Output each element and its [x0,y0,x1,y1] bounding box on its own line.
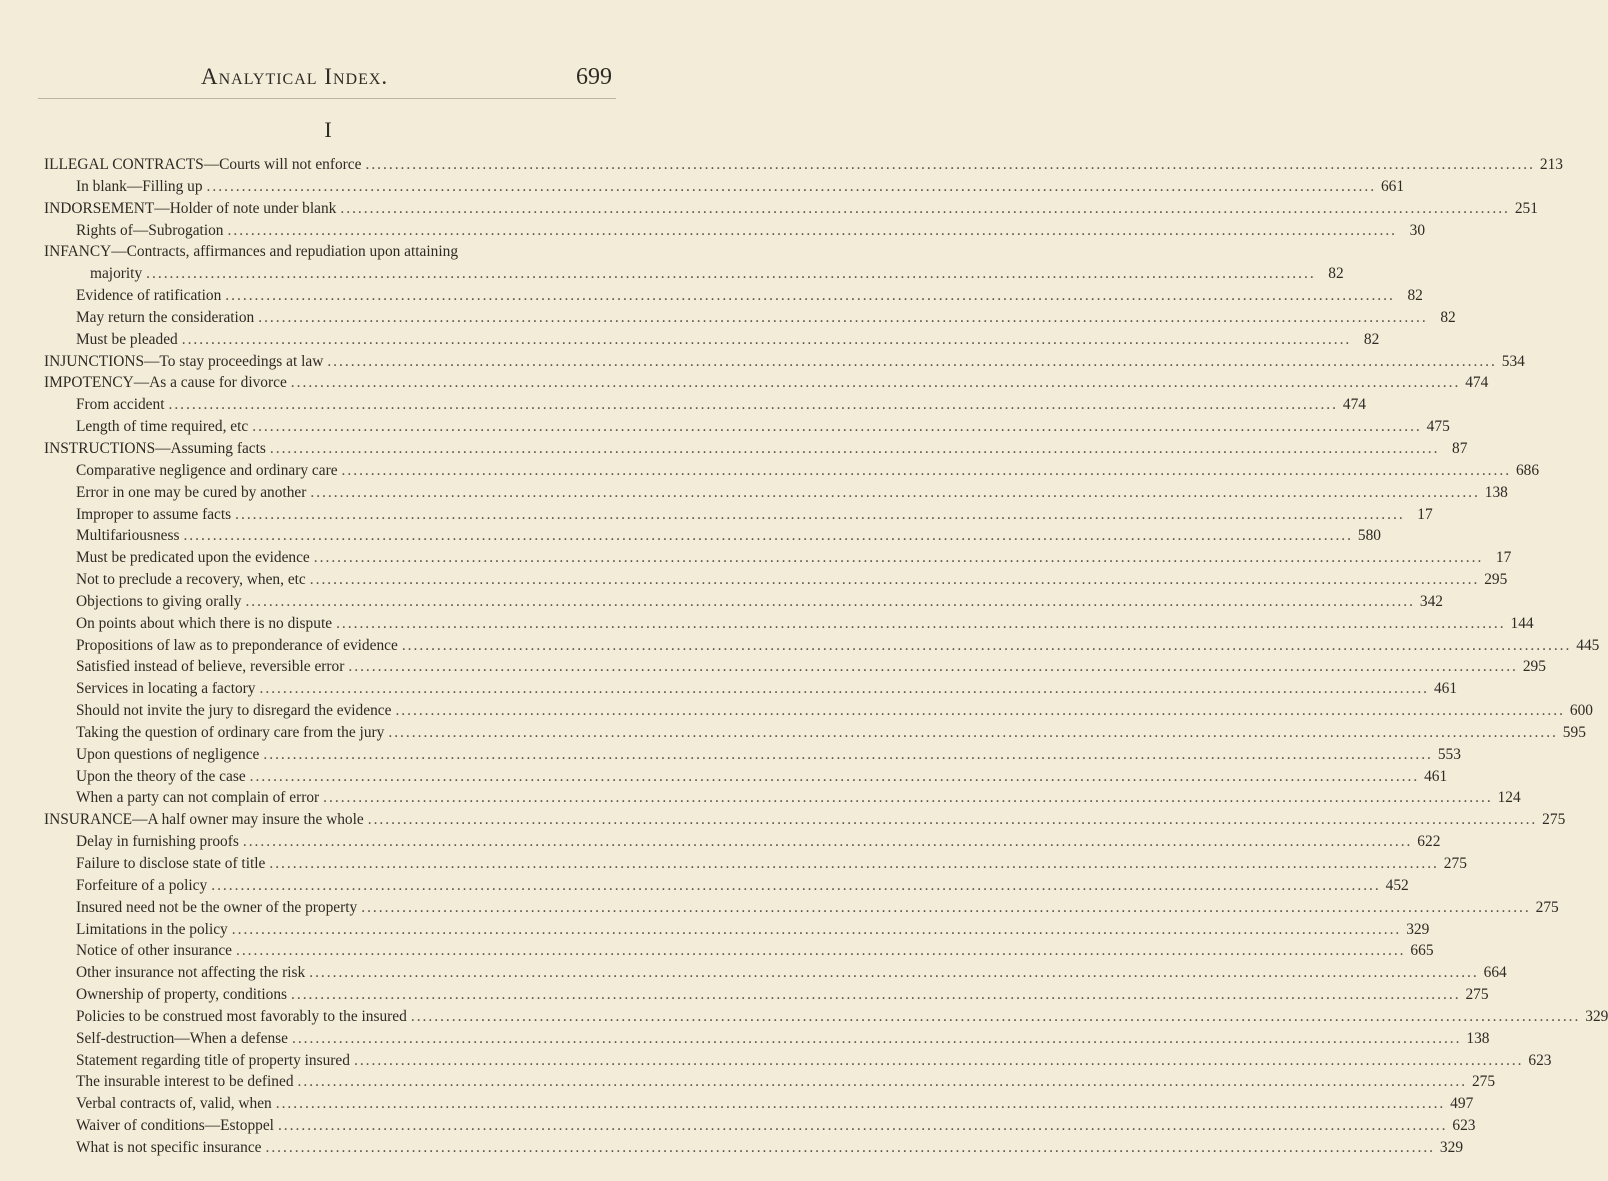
entry-text: When a party can not complain of error [76,789,320,807]
entry-page-number: 82 [1407,287,1423,305]
running-header [0,62,656,96]
dot-leader: ........................................................................................................................................................................................................ [235,505,1405,523]
index-entry-row [76,940,1434,962]
dot-leader: ........................................................................................................................................................................................................ [327,352,1497,370]
entry-page-number: 534 [1501,352,1525,370]
index-entry [0,897,1559,919]
entry-text: Error in one may be cured by another [76,483,307,501]
dot-leader: ........................................................................................................................................................................................................ [258,308,1428,326]
index-entry-row [76,569,1508,591]
entry-page-number: 87 [1452,439,1468,457]
dot-leader: ........................................................................................................................................................................................................ [291,1029,1462,1047]
dot-leader: ........................................................................................................................................................................................................ [231,920,1402,938]
index-entry [0,176,1405,198]
dot-leader: ........................................................................................................................................................................................................ [259,680,1430,698]
entry-page-number: 275 [1471,1073,1496,1091]
dot-leader: ........................................................................................................................................................................................................ [263,745,1433,763]
dot-leader: ........................................................................................................................................................................................................ [252,418,1422,436]
index-entry [0,416,1450,438]
index-entry-row [76,722,1586,744]
index-entry-row [76,285,1423,307]
entry-text: Upon questions of negligence [76,745,260,763]
index-entry-row [76,329,1380,351]
dot-leader: ........................................................................................................................................................................................................ [395,702,1565,720]
index-entry [0,547,1512,569]
entry-text: Self-destruction—When a defense [76,1029,288,1047]
entry-page-number: 213 [1539,156,1563,173]
index-entry-row [76,1028,1490,1050]
index-entry-row [44,809,1566,831]
dot-leader: ........................................................................................................................................................................................................ [275,1095,1446,1113]
entry-text: Waiver of conditions—Estoppel [76,1117,274,1135]
entry-text: Delay in furnishing proofs [76,833,239,851]
entry-text: Objections to giving orally [76,592,242,610]
index-entry-row [44,241,612,263]
dot-leader: ........................................................................................................................................................................................................ [410,1007,1581,1025]
index-entry [0,919,1430,941]
dot-leader: ........................................................................................................................................................................................................ [310,483,1480,501]
dot-leader: ........................................................................................................................................................................................................ [388,723,1558,741]
entry-page-number: 17 [1495,549,1512,567]
index-entry [0,154,1563,176]
entry-text: ILLEGAL CONTRACTS—Courts will not enforce [44,156,362,173]
index-entry [0,1137,1464,1159]
index-entry-row [76,656,1546,678]
index-entry [0,438,1468,460]
dot-leader: ........................................................................................................................................................................................................ [348,658,1518,676]
entry-page-number: 686 [1515,461,1540,479]
index-entry-row [44,438,1468,460]
dot-leader: ........................................................................................................................................................................................................ [269,439,1440,457]
entry-page-number: 275 [1535,898,1559,916]
index-entry-row [76,394,1366,416]
entry-text: Verbal contracts of, valid, when [76,1095,272,1113]
index-entry-row [76,831,1441,853]
entry-text: Policies to be construed most favorably to the insured [76,1007,407,1025]
section-letter: I [324,117,332,142]
entry-text: Length of time required, etc [76,418,249,436]
entry-text: IMPOTENCY—As a cause for divorce [44,374,287,392]
entry-page-number: 665 [1410,942,1434,960]
entry-page-number: 475 [1426,418,1450,436]
index-entry-row [76,482,1508,504]
entry-page-number: 342 [1419,592,1443,610]
index-entry [0,635,1600,657]
index-entry-row [76,787,1521,809]
entry-text: What is not specific insurance [76,1138,262,1156]
entry-text: INJUNCTIONS—To stay proceedings at law [44,352,324,370]
index-entry [0,198,1538,220]
index-entry [0,744,1461,766]
index-entry [0,656,1546,678]
entry-page-number: 144 [1510,614,1534,632]
index-entry [0,285,1423,307]
index-entry-row [76,919,1430,941]
entry-text: Services in locating a factory [76,680,256,698]
index-entry [0,678,1458,700]
entry-text: Other insurance not affecting the risk [76,964,306,982]
index-entry [0,241,656,263]
index-entry [0,460,1540,482]
index-entry [0,722,1586,744]
index-entry [0,482,1508,504]
entry-page-number: 461 [1424,767,1448,785]
entry-text: majority [90,265,143,283]
index-entry [0,1071,1496,1093]
entry-page-number: 295 [1484,571,1508,589]
entry-page-number: 329 [1439,1138,1464,1156]
index-entry [0,307,1456,329]
entry-text: Taking the question of ordinary care from the jury [76,723,385,741]
entry-page-number: 623 [1452,1117,1476,1135]
entry-page-number: 30 [1409,221,1426,239]
entry-page-number: 497 [1450,1095,1474,1113]
dot-leader: ........................................................................................................................................................................................................ [361,898,1531,916]
page-number: 699 [576,64,612,90]
entry-page-number: 474 [1465,374,1489,392]
index-entry-row [76,1071,1496,1093]
index-entry-row [44,351,1525,373]
index-entry-row [76,416,1450,438]
dot-leader: ........................................................................................................................................................................................................ [290,374,1461,392]
dot-leader: ........................................................................................................................................................................................................ [291,986,1461,1004]
index-entry-row [76,962,1507,984]
index-entry-row [76,984,1489,1006]
entry-text: Limitations in the policy [76,920,228,938]
entry-page-number: 452 [1385,876,1409,894]
dot-leader: ........................................................................................................................................................................................................ [183,527,1353,545]
entry-text: INDORSEMENT—Holder of note under blank [44,199,337,217]
dot-leader: ........................................................................................................................................................................................................ [367,811,1538,829]
index-entry [0,1006,1608,1028]
entry-text: Must be predicated upon the evidence [76,549,310,567]
index-entry-row [44,372,1489,394]
dot-leader: ........................................................................................................................................................................................................ [227,221,1398,239]
dot-leader: ........................................................................................................................................................................................................ [309,964,1479,982]
header-rule [38,98,616,99]
entry-page-number: 275 [1443,855,1467,872]
index-entry [0,504,1433,526]
index-entry [0,1093,1474,1115]
index-entry [0,372,1489,394]
index-entry-row [76,460,1540,482]
index-entry-row [76,591,1443,613]
entry-text: Comparative negligence and ordinary care [76,461,338,479]
index-entry [0,700,1593,722]
index-entry [0,569,1508,591]
entry-text: Multifariousness [76,527,180,545]
index-entry-row [76,1115,1476,1137]
dot-leader: ........................................................................................................................................................................................................ [277,1117,1448,1135]
entry-page-number: 622 [1417,833,1441,851]
dot-leader: ........................................................................................................................................................................................................ [245,592,1415,610]
index-entry-row [76,176,1405,198]
entry-text: In blank—Filling up [76,177,203,195]
index-entry-row [76,504,1433,526]
entry-text: Failure to disclose state of title [76,855,266,872]
entry-page-number: 580 [1357,527,1381,545]
entry-page-number: 329 [1585,1007,1608,1025]
dot-leader: ........................................................................................................................................................................................................ [313,549,1484,567]
entry-page-number: 82 [1363,330,1380,348]
entry-page-number: 124 [1497,789,1521,807]
dot-leader: ........................................................................................................................................................................................................ [242,833,1413,851]
entry-text: Must be pleaded [76,330,178,348]
entry-page-number: 251 [1514,199,1538,217]
index-entry [0,394,1366,416]
dot-leader: ........................................................................................................................................................................................................ [225,287,1395,305]
entry-text: Insured need not be the owner of the property [76,898,358,916]
entry-text: Satisfied instead of believe, reversible error [76,658,345,676]
index-entry-row [76,853,1467,875]
index-entry-row [76,635,1600,657]
entry-text: Should not invite the jury to disregard the evidence [76,702,392,720]
dot-leader: ........................................................................................................................................................................................................ [168,396,1338,414]
entry-text: Rights of—Subrogation [76,221,224,239]
index-entry-row [44,198,1538,220]
dot-leader: ........................................................................................................................................................................................................ [309,571,1480,589]
index-entries [0,154,1608,1159]
index-entry [0,1115,1476,1137]
entry-text: Statement regarding title of property insured [76,1051,350,1069]
index-entry-row [76,897,1559,919]
index-entry-row [76,1093,1474,1115]
index-entry-row [76,220,1426,242]
index-entry-row [76,700,1593,722]
entry-page-number: 329 [1406,920,1430,938]
entry-text: INFANCY—Contracts, affirmances and repudiation upon attaining [44,243,459,261]
index-entry [0,351,1525,373]
index-entry-row [76,525,1381,547]
entry-text: From accident [76,396,165,414]
dot-leader: ........................................................................................................................................................................................................ [353,1051,1524,1069]
index-entry [0,1050,1552,1072]
index-entry [0,525,1381,547]
index-entry-row [76,678,1458,700]
index-entry [0,220,1426,242]
entry-page-number: 474 [1342,396,1366,414]
dot-leader: ........................................................................................................................................................................................................ [235,942,1406,960]
index-entry [0,853,1467,875]
index-entry-row [76,766,1448,788]
index-entry [0,962,1507,984]
entry-text: Evidence of ratification [76,287,222,305]
index-entry [0,787,1521,809]
entry-page-number: 295 [1522,658,1546,676]
entry-page-number: 595 [1562,723,1586,741]
index-entry-row [76,613,1534,635]
index-entry [0,1028,1490,1050]
index-entry [0,329,1380,351]
entry-text: INSURANCE—A half owner may insure the whole [44,811,364,829]
entry-page-number: 461 [1433,680,1458,698]
index-entry-row [44,154,1563,176]
entry-page-number: 138 [1484,483,1508,501]
index-entry-row [76,1050,1552,1072]
dot-leader: ........................................................................................................................................................................................................ [265,1138,1436,1156]
index-entry [0,766,1448,788]
entry-text: Not to preclude a recovery, when, etc [76,571,306,589]
index-entry [0,263,1344,285]
entry-text: May return the consideration [76,308,255,326]
entry-text: Improper to assume facts [76,505,232,523]
entry-text: Ownership of property, conditions [76,986,288,1004]
index-entry-row [76,744,1461,766]
dot-leader: ........................................................................................................................................................................................................ [341,461,1512,479]
entry-page-number: 82 [1440,308,1456,326]
index-entry-row [76,547,1512,569]
entry-page-number: 275 [1465,986,1489,1004]
entry-page-number: 17 [1417,505,1433,523]
header-title: Analytical Index. [201,64,389,89]
index-entry-row [90,263,1344,285]
entry-page-number: 445 [1576,636,1600,654]
dot-leader: ........................................................................................................................................................................................................ [336,614,1506,632]
dot-leader: ........................................................................................................................................................................................................ [323,789,1493,807]
index-entry-row [76,307,1456,329]
index-entry-row [76,875,1409,897]
entry-page-number: 82 [1328,265,1344,283]
index-entry [0,940,1434,962]
index-entry-row [76,1137,1464,1159]
entry-text: Notice of other insurance [76,942,232,960]
index-entry [0,809,1566,831]
index-entry [0,875,1409,897]
index-entry-row [76,1006,1608,1028]
dot-leader: ........................................................................................................................................................................................................ [340,199,1510,217]
dot-leader: ........................................................................................................................................................................................................ [181,330,1352,348]
entry-page-number: 553 [1437,745,1461,763]
entry-page-number: 661 [1380,177,1405,195]
dot-leader: ........................................................................................................................................................................................................ [401,636,1572,654]
entry-text: The insurable interest to be defined [76,1073,294,1091]
entry-page-number: 275 [1542,811,1566,829]
entry-text: Upon the theory of the case [76,767,246,785]
dot-leader: ........................................................................................................................................................................................................ [206,177,1377,195]
dot-leader: ........................................................................................................................................................................................................ [146,265,1316,283]
dot-leader: ........................................................................................................................................................................................................ [297,1073,1468,1091]
index-entry [0,591,1443,613]
dot-leader: ........................................................................................................................................................................................................ [249,767,1420,785]
entry-text: Forfeiture of a policy [76,876,208,894]
index-entry [0,613,1534,635]
entry-text: Propositions of law as to preponderance of evidence [76,636,398,654]
index-entry [0,831,1441,853]
dot-leader: ........................................................................................................................................................................................................ [269,855,1439,872]
entry-page-number: 664 [1483,964,1507,982]
entry-page-number: 623 [1528,1051,1552,1069]
dot-leader: ........................................................................................................................................................................................................ [211,876,1381,894]
entry-text: On points about which there is no dispute [76,614,333,632]
index-entry [0,984,1489,1006]
entry-page-number: 600 [1569,702,1593,720]
entry-page-number: 138 [1466,1029,1490,1047]
dot-leader: ........................................................................................................................................................................................................ [365,156,1535,173]
entry-text: INSTRUCTIONS—Assuming facts [44,439,266,457]
